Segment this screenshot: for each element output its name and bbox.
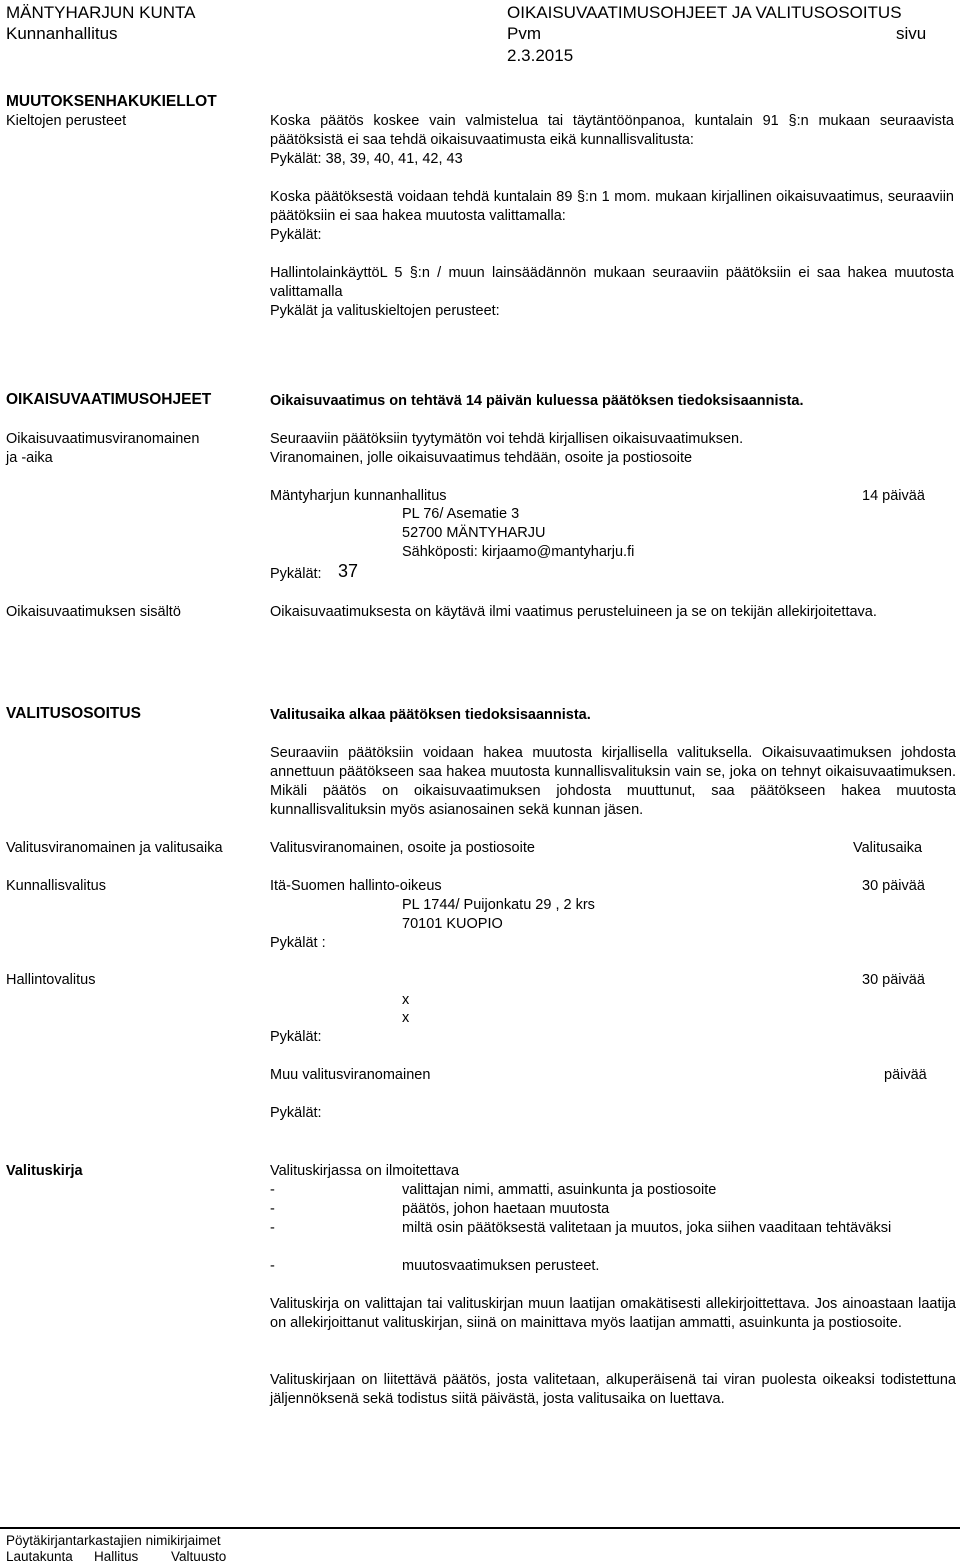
muu-valitusviranomainen-pykalat: Pykälät:: [270, 1105, 322, 1121]
muu-valitusviranomainen-label: Muu valitusviranomainen: [270, 1067, 431, 1083]
valituskirja-item-1: valittajan nimi, ammatti, asuinkunta ja postiosoite: [402, 1182, 717, 1198]
kiellot-paragraph-3: HallintolainkäyttöL 5 §:n / muun lainsäädännön mukaan seuraaviin päätöksiin ei saa hakea muutosta valittamalla: [270, 265, 954, 300]
pvm-label: Pvm: [507, 24, 541, 43]
valituskirja-paragraph-1: Valituskirja on valittajan tai valituskirjan muun laatijan omakätisesti allekirjoittettava. Jos ainoastaan laatija on allekirjoittanut valituskirjan, siinä on mainittava myös laatijan ammatti, asuinkunta ja postiosoite.: [270, 1296, 956, 1331]
valituskirja-heading: Valituskirja: [6, 1163, 83, 1179]
oikaisuvaatimus-text-2: Viranomainen, jolle oikaisuvaatimus tehdään, osoite ja postiosoite: [270, 450, 693, 466]
kieltojen-perusteet-label: Kieltojen perusteet: [6, 113, 127, 129]
valitus-column-3-header: Valitusaika: [853, 840, 923, 856]
valitusosoitus-lead: Valitusaika alkaa päätöksen tiedoksisaannista.: [270, 707, 591, 723]
hallintovalitus-pykalat: Pykälät:: [270, 1029, 322, 1045]
footer-hallitus: Hallitus: [94, 1549, 139, 1564]
oikaisuvaatimuksen-sisalto-label: Oikaisuvaatimuksen sisältö: [6, 604, 181, 620]
kunnallisvalitus-address-1: PL 1744/ Puijonkatu 29 , 2 krs: [402, 897, 595, 913]
valituskirja-item-dash: -: [270, 1258, 275, 1274]
kunnallisvalitus-label: Kunnallisvalitus: [6, 878, 106, 894]
valituskirja-item-4: muutosvaatimuksen perusteet.: [402, 1258, 600, 1274]
valitusosoitus-heading: VALITUSOSOITUS: [6, 705, 141, 722]
valituskirja-intro: Valituskirjassa on ilmoitettava: [270, 1163, 460, 1179]
hallintovalitus-time: 30 päivää: [862, 972, 925, 988]
valitusosoitus-paragraph: Seuraaviin päätöksiin voidaan hakea muutosta kirjallisella valituksella. Oikaisuvaatimuksen johdosta annettuun päätökseen saa hakea muutosta kunnallisvalituksin vain se, joka on tehnyt oikaisuvaatimuksen. Mikäli päätös on oikaisuvaatimuksen johdosta muuttunut, saa päätökseen hakea muutosta kunnallisvalituksin myös asianosainen sekä kunnan jäsen.: [270, 745, 956, 818]
valitus-column-1-header: Valitusviranomainen ja valitusaika: [6, 840, 223, 856]
kiellot-paragraph-2: Koska päätöksestä voidaan tehdä kuntalain 89 §:n 1 mom. mukaan kirjallinen oikaisuvaatimus, seuraaviin päätöksiin ei saa hakea muutosta valittamalla:: [270, 189, 954, 224]
valitus-column-2-header: Valitusviranomainen, osoite ja postiosoite: [270, 840, 535, 856]
document-date: 2.3.2015: [507, 46, 574, 65]
footer-valtuusto: Valtuusto: [171, 1549, 227, 1564]
kiellot-pykalat-2: Pykälät:: [270, 227, 322, 243]
valituskirja-item-dash: -: [270, 1201, 275, 1217]
kiellot-pykalat-3: Pykälät ja valituskieltojen perusteet:: [270, 303, 500, 319]
kunnallisvalitus-time: 30 päivää: [862, 878, 925, 894]
kiellot-paragraph-1: Koska päätös koskee vain valmistelua tai täytäntöönpanoa, kuntalain 91 §:n mukaan seuraavista päätöksistä ei saa tehdä oikaisuvaatimusta eikä kunnallisvalitusta:: [270, 113, 954, 148]
oikaisuvaatimus-authority: Mäntyharjun kunnanhallitus: [270, 488, 447, 504]
hallintovalitus-label: Hallintovalitus: [6, 972, 96, 988]
hallintovalitus-x-2: x: [402, 1010, 410, 1026]
kunnallisvalitus-authority: Itä-Suomen hallinto-oikeus: [270, 878, 442, 894]
valituskirja-item-dash: -: [270, 1182, 275, 1198]
valituskirja-item-2: päätös, johon haetaan muutosta: [402, 1201, 610, 1217]
oikaisuvaatimuksen-sisalto-text: Oikaisuvaatimuksesta on käytävä ilmi vaatimus perusteluineen ja se on tekijän allekirjoitettava.: [270, 604, 877, 620]
oikaisuvaatimus-email: Sähköposti: kirjaamo@mantyharju.fi: [402, 544, 635, 560]
muu-valitusviranomainen-time: päivää: [884, 1067, 927, 1083]
kunnallisvalitus-address-2: 70101 KUOPIO: [402, 916, 503, 932]
document-title: OIKAISUVAATIMUSOHJEET JA VALITUSOSOITUS: [507, 3, 902, 22]
kunnallisvalitus-pykalat: Pykälät :: [270, 935, 326, 951]
sivu-label: sivu: [896, 24, 927, 43]
kiellot-pykalat-1: Pykälät: 38, 39, 40, 41, 42, 43: [270, 151, 463, 167]
footer-divider: [0, 1527, 960, 1529]
oikaisuvaatimus-address-1: PL 76/ Asematie 3: [402, 506, 520, 522]
oikaisuvaatimus-address-2: 52700 MÄNTYHARJU: [402, 525, 546, 541]
oikaisuvaatimusviranomainen-label-line2: ja -aika: [6, 450, 53, 466]
muutoksenhakukiellot-heading: MUUTOKSENHAKUKIELLOT: [6, 93, 217, 110]
oikaisuvaatimusohjeet-heading: OIKAISUVAATIMUSOHJEET: [6, 391, 212, 408]
oikaisuvaatimus-pykalat-value: 37: [338, 561, 359, 581]
valituskirja-item-3: miltä osin päätöksestä valitetaan ja muutos, joka siihen vaaditaan tehtäväksi: [402, 1220, 892, 1236]
valituskirja-item-dash: -: [270, 1220, 275, 1236]
oikaisuvaatimus-pykalat-label: Pykälät:: [270, 566, 322, 582]
body-name: Kunnanhallitus: [6, 24, 118, 43]
oikaisuvaatimusviranomainen-label: Oikaisuvaatimusviranomainen: [6, 431, 200, 447]
oikaisuvaatimus-lead: Oikaisuvaatimus on tehtävä 14 päivän kuluessa päätöksen tiedoksisaannista.: [270, 393, 804, 409]
hallintovalitus-x-1: x: [402, 992, 410, 1008]
org-name: MÄNTYHARJUN KUNTA: [6, 3, 196, 22]
footer-label: Pöytäkirjantarkastajien nimikirjaimet: [6, 1533, 221, 1548]
valituskirja-paragraph-2: Valituskirjaan on liitettävä päätös, josta valitetaan, alkuperäisenä tai viran puolesta oikeaksi todistettuna jäljennöksenä sekä todistus siitä päivästä, josta valitusaika on luettava.: [270, 1372, 956, 1407]
oikaisuvaatimus-text-1: Seuraaviin päätöksiin tyytymätön voi tehdä kirjallisen oikaisuvaatimuksen.: [270, 431, 744, 447]
footer-lautakunta: Lautakunta: [6, 1549, 73, 1564]
oikaisuvaatimus-time: 14 päivää: [862, 488, 925, 504]
